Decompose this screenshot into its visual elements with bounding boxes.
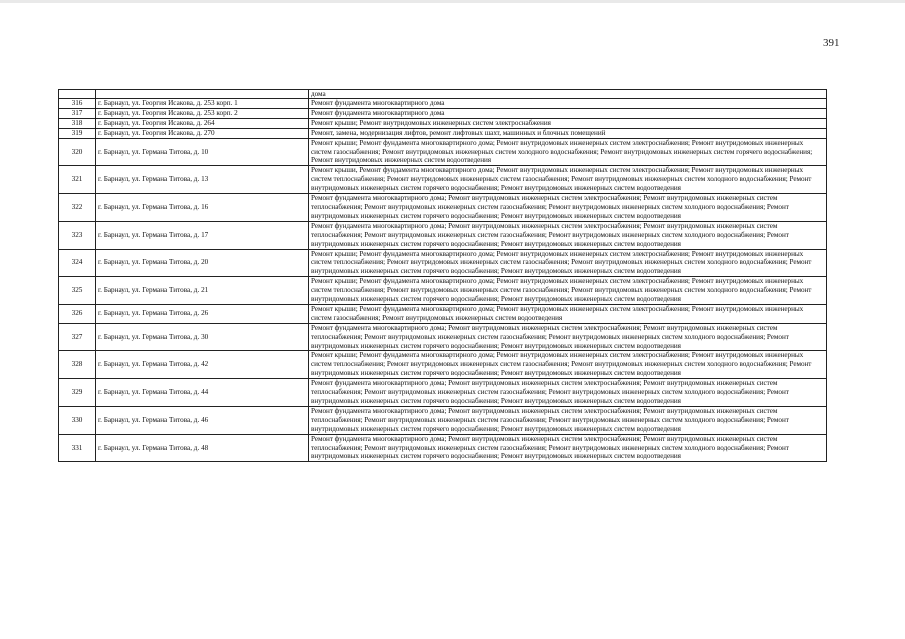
row-number: 322 (59, 194, 96, 222)
address-cell: г. Барнаул, ул. Германа Титова, д. 30 (96, 323, 309, 351)
table-body (59, 90, 827, 462)
works-cell: Ремонт фундамента многоквартирного дома (309, 99, 827, 109)
table-row (59, 249, 827, 277)
row-number: 319 (59, 128, 96, 138)
address-cell: г. Барнаул, ул. Германа Титова, д. 17 (96, 221, 309, 249)
address-cell: г. Барнаул, ул. Германа Титова, д. 48 (96, 434, 309, 462)
row-number: 328 (59, 351, 96, 379)
table-row (59, 351, 827, 379)
table-header-row (59, 90, 827, 99)
address-cell: г. Барнаул, ул. Германа Титова, д. 20 (96, 249, 309, 277)
table-row (59, 128, 827, 138)
row-number: 326 (59, 304, 96, 323)
table-row (59, 108, 827, 118)
address-cell: г. Барнаул, ул. Германа Титова, д. 16 (96, 194, 309, 222)
table-row (59, 379, 827, 407)
row-number: 329 (59, 379, 96, 407)
row-number: 316 (59, 99, 96, 109)
address-cell: г. Барнаул, ул. Георгия Исакова, д. 253 корп. 1 (96, 99, 309, 109)
works-cell: Ремонт фундамента многоквартирного дома (309, 108, 827, 118)
address-cell: г. Барнаул, ул. Германа Титова, д. 46 (96, 406, 309, 434)
header-works-cell: дома (309, 90, 827, 99)
table-row (59, 406, 827, 434)
works-cell: Ремонт фундамента многоквартирного дома; Ремонт внутридомовых инженерных систем электроснабжения; Ремонт внутридомовых инженерных систем теплоснабжения; Ремонт внутридомовых инженерных систем газоснабжения; Ремонт внутридомовых инженерных систем холодного водоснабжения; Ремонт внутридомовых инженерных систем горячего водоснабжения; Ремонт внутридомовых инженерных систем водоотведения (309, 323, 827, 351)
scan-edge (0, 0, 905, 3)
works-cell: Ремонт фундамента многоквартирного дома; Ремонт внутридомовых инженерных систем электроснабжения; Ремонт внутридомовых инженерных систем теплоснабжения; Ремонт внутридомовых инженерных систем газоснабжения; Ремонт внутридомовых инженерных систем холодного водоснабжения; Ремонт внутридомовых инженерных систем горячего водоснабжения; Ремонт внутридомовых инженерных систем водоотведения (309, 406, 827, 434)
row-number: 331 (59, 434, 96, 462)
table-row (59, 194, 827, 222)
address-cell: г. Барнаул, ул. Германа Титова, д. 26 (96, 304, 309, 323)
works-cell: Ремонт фундамента многоквартирного дома; Ремонт внутридомовых инженерных систем электроснабжения; Ремонт внутридомовых инженерных систем теплоснабжения; Ремонт внутридомовых инженерных систем газоснабжения; Ремонт внутридомовых инженерных систем холодного водоснабжения; Ремонт внутридомовых инженерных систем горячего водоснабжения; Ремонт внутридомовых инженерных систем водоотведения (309, 221, 827, 249)
works-cell: Ремонт фундамента многоквартирного дома; Ремонт внутридомовых инженерных систем электроснабжения; Ремонт внутридомовых инженерных систем теплоснабжения; Ремонт внутридомовых инженерных систем газоснабжения; Ремонт внутридомовых инженерных систем холодного водоснабжения; Ремонт внутридомовых инженерных систем горячего водоснабжения; Ремонт внутридомовых инженерных систем водоотведения (309, 194, 827, 222)
table-row (59, 434, 827, 462)
row-number: 320 (59, 138, 96, 166)
works-cell: Ремонт крыши; Ремонт фундамента многоквартирного дома; Ремонт внутридомовых инженерных систем электроснабжения; Ремонт внутридомовых инженерных систем теплоснабжения; Ремонт внутридомовых инженерных систем газоснабжения; Ремонт внутридомовых инженерных систем холодного водоснабжения; Ремонт внутридомовых инженерных систем горячего водоснабжения; Ремонт внутридомовых инженерных систем водоотведения (309, 277, 827, 305)
table-row (59, 118, 827, 128)
row-number: 330 (59, 406, 96, 434)
row-number: 321 (59, 166, 96, 194)
works-cell: Ремонт крыши; Ремонт фундамента многоквартирного дома; Ремонт внутридомовых инженерных систем электроснабжения; Ремонт внутридомовых инженерных систем теплоснабжения; Ремонт внутридомовых инженерных систем газоснабжения; Ремонт внутридомовых инженерных систем холодного водоснабжения; Ремонт внутридомовых инженерных систем горячего водоснабжения; Ремонт внутридомовых инженерных систем водоотведения (309, 249, 827, 277)
works-cell: Ремонт крыши, Ремонт фундамента многоквартирного дома; Ремонт внутридомовых инженерных систем электроснабжения; Ремонт внутридомовых инженерных систем теплоснабжения; Ремонт внутридомовых инженерных систем газоснабжения; Ремонт внутридомовых инженерных систем холодного водоснабжения; Ремонт внутридомовых инженерных систем горячего водоснабжения; Ремонт внутридомовых инженерных систем водоотведения (309, 166, 827, 194)
table-row (59, 304, 827, 323)
address-cell: г. Барнаул, ул. Георгия Исакова, д. 270 (96, 128, 309, 138)
address-cell: г. Барнаул, ул. Германа Титова, д. 13 (96, 166, 309, 194)
table-row (59, 99, 827, 109)
address-cell: г. Барнаул, ул. Германа Титова, д. 10 (96, 138, 309, 166)
header-num-cell (59, 90, 96, 99)
row-number: 317 (59, 108, 96, 118)
row-number: 327 (59, 323, 96, 351)
works-cell: Ремонт фундамента многоквартирного дома; Ремонт внутридомовых инженерных систем электроснабжения; Ремонт внутридомовых инженерных систем теплоснабжения; Ремонт внутридомовых инженерных систем газоснабжения; Ремонт внутридомовых инженерных систем холодного водоснабжения; Ремонт внутридомовых инженерных систем горячего водоснабжения; Ремонт внутридомовых инженерных систем водоотведения (309, 434, 827, 462)
address-cell: г. Барнаул, ул. Германа Титова, д. 21 (96, 277, 309, 305)
address-cell: г. Барнаул, ул. Георгия Исакова, д. 253 корп. 2 (96, 108, 309, 118)
table-row (59, 138, 827, 166)
works-cell: Ремонт крыши; Ремонт внутридомовых инженерных систем электроснабжения (309, 118, 827, 128)
table-row (59, 277, 827, 305)
works-cell: Ремонт крыши; Ремонт фундамента многоквартирного дома; Ремонт внутридомовых инженерных систем электроснабжения; Ремонт внутридомовых инженерных систем газоснабжения; Ремонт внутридомовых инженерных систем холодного водоснабжения; Ремонт внутридомовых инженерных систем горячего водоснабжения; Ремонт внутридомовых инженерных систем водоотведения (309, 138, 827, 166)
address-cell: г. Барнаул, ул. Георгия Исакова, д. 264 (96, 118, 309, 128)
address-cell: г. Барнаул, ул. Германа Титова, д. 42 (96, 351, 309, 379)
works-cell: Ремонт крыши; Ремонт фундамента многоквартирного дома; Ремонт внутридомовых инженерных систем электроснабжения; Ремонт внутридомовых инженерных систем теплоснабжения; Ремонт внутридомовых инженерных систем газоснабжения; Ремонт внутридомовых инженерных систем холодного водоснабжения; Ремонт внутридомовых инженерных систем горячего водоснабжения; Ремонт внутридомовых инженерных систем водоотведения (309, 351, 827, 379)
row-number: 324 (59, 249, 96, 277)
works-cell: Ремонт фундамента многоквартирного дома; Ремонт внутридомовых инженерных систем электроснабжения; Ремонт внутридомовых инженерных систем теплоснабжения; Ремонт внутридомовых инженерных систем газоснабжения; Ремонт внутридомовых инженерных систем холодного водоснабжения; Ремонт внутридомовых инженерных систем горячего водоснабжения; Ремонт внутридомовых инженерных систем водоотведения (309, 379, 827, 407)
repair-works-table (58, 89, 827, 462)
row-number: 323 (59, 221, 96, 249)
works-cell: Ремонт, замена, модернизация лифтов, ремонт лифтовых шахт, машинных и блочных помещений (309, 128, 827, 138)
row-number: 325 (59, 277, 96, 305)
table-row (59, 221, 827, 249)
table-row (59, 166, 827, 194)
table-row (59, 323, 827, 351)
header-address-cell (96, 90, 309, 99)
page-number: 391 (823, 37, 840, 49)
address-cell: г. Барнаул, ул. Германа Титова, д. 44 (96, 379, 309, 407)
works-cell: Ремонт крыши; Ремонт фундамента многоквартирного дома; Ремонт внутридомовых инженерных систем электроснабжения; Ремонт внутридомовых инженерных систем газоснабжения; Ремонт внутридомовых инженерных систем водоотведения (309, 304, 827, 323)
row-number: 318 (59, 118, 96, 128)
